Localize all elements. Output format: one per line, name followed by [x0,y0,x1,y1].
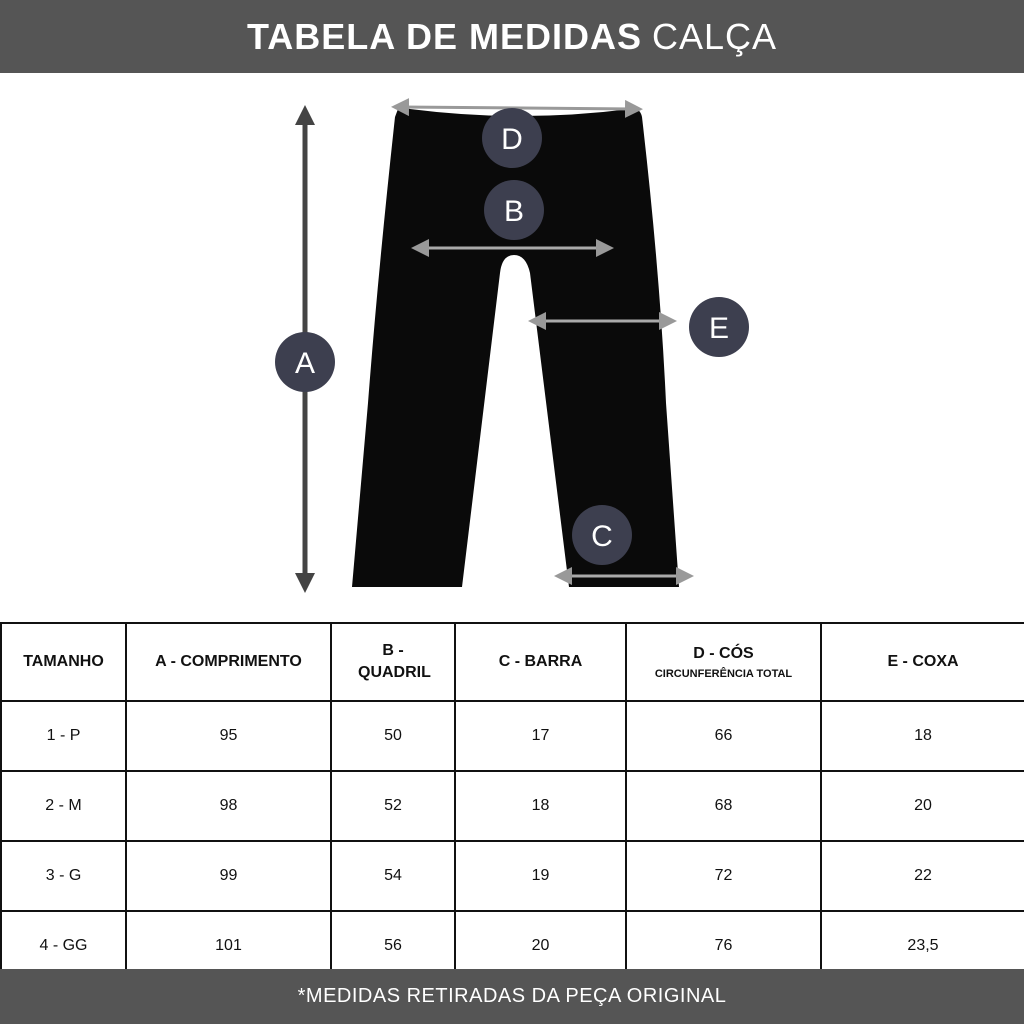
title-main: TABELA DE MEDIDAS [246,15,642,57]
header-hip [331,623,455,701]
pants-silhouette [352,107,679,587]
marker-e-badge [689,297,749,357]
cell-hem: 18 [455,771,626,841]
cell-waist: 68 [626,771,821,841]
cell-length: 101 [126,911,331,981]
pants-diagram [0,73,1024,622]
cell-thigh: 18 [821,701,1024,771]
header-hem: C - BARRA [455,623,626,701]
title-product: CALÇA [651,15,778,57]
cell-hip: 52 [331,771,455,841]
cell-length: 95 [126,701,331,771]
marker-b-label: B [503,195,525,228]
footer-note [0,969,1024,1024]
cell-length: 99 [126,841,331,911]
header-length: A - COMPRIMENTO [126,623,331,701]
table-header-row [1,623,1024,701]
marker-b-badge [484,180,544,240]
table-row [1,841,1024,911]
header-waist-sublabel: CIRCUNFERÊNCIA TOTAL [654,668,793,680]
cell-thigh: 22 [821,841,1024,911]
header-waist [626,623,821,701]
cell-hip: 54 [331,841,455,911]
cell-length: 98 [126,771,331,841]
cell-hem: 17 [455,701,626,771]
marker-e-label: E [708,312,730,345]
cell-waist: 76 [626,911,821,981]
size-table [0,622,1024,982]
marker-d-badge [482,108,542,168]
marker-c-badge [572,505,632,565]
header-size: TAMANHO [1,623,126,701]
cell-hem: 20 [455,911,626,981]
cell-waist: 66 [626,701,821,771]
marker-a-label: A [294,347,316,380]
marker-d-label: D [501,123,523,156]
header-waist-label: D - CÓS [693,645,754,662]
table-row [1,701,1024,771]
cell-size: 2 - M [1,771,126,841]
header-thigh: E - COXA [821,623,1024,701]
cell-hip: 50 [331,701,455,771]
cell-hip: 56 [331,911,455,981]
cell-thigh: 20 [821,771,1024,841]
cell-size: 3 - G [1,841,126,911]
marker-a-badge [275,332,335,392]
marker-c-label: C [591,520,613,553]
cell-hem: 19 [455,841,626,911]
cell-thigh: 23,5 [821,911,1024,981]
header-hip-label: B - QUADRIL [358,642,431,681]
cell-size: 1 - P [1,701,126,771]
page-title [0,0,1024,73]
table-row [1,771,1024,841]
cell-waist: 72 [626,841,821,911]
footer-note-text: *MEDIDAS RETIRADAS DA PEÇA ORIGINAL [297,985,727,1007]
size-table-container [0,622,1024,969]
cell-size: 4 - GG [1,911,126,981]
